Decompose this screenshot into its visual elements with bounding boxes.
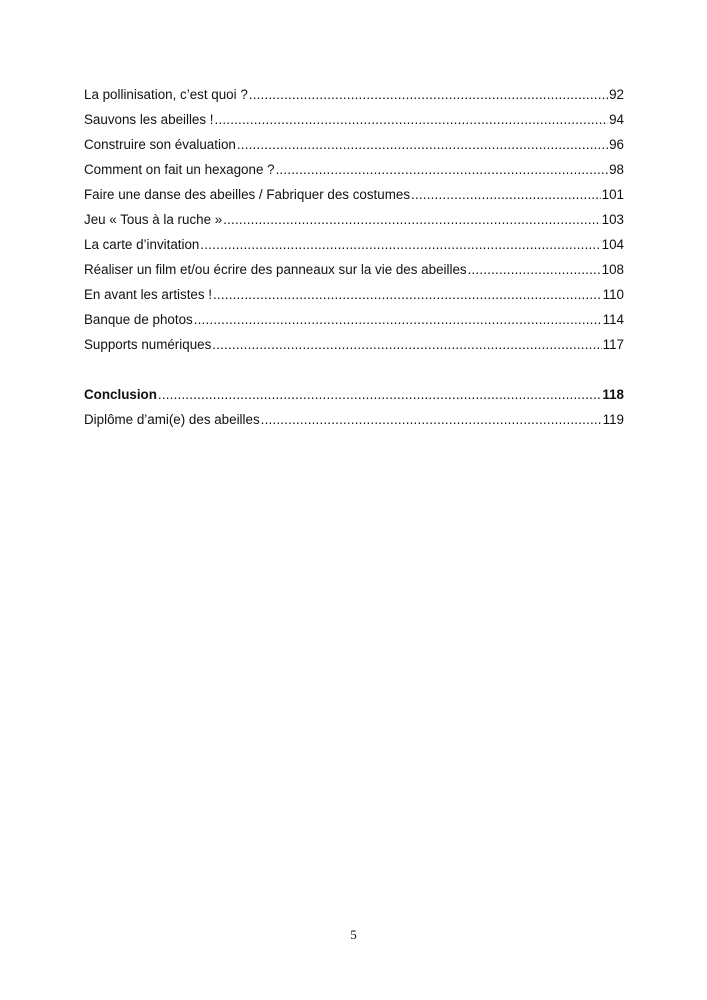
dot-leader <box>468 257 601 282</box>
dot-leader <box>213 282 602 307</box>
toc-entry[interactable] <box>84 282 624 307</box>
toc-entry-page: 92 <box>609 87 624 102</box>
toc-entry-title: La pollinisation, c’est quoi ? <box>84 87 248 102</box>
toc-entry[interactable] <box>84 207 624 232</box>
toc-entry-title: Faire une danse des abeilles / Fabriquer des costumes <box>84 187 411 202</box>
toc-entry-page: 108 <box>601 262 624 277</box>
dot-leader <box>212 332 601 357</box>
toc-entry-title: Banque de photos <box>84 312 193 327</box>
toc-entry-page: 101 <box>601 187 624 202</box>
toc-entry-page: 118 <box>602 387 624 402</box>
toc-entry[interactable] <box>84 82 624 107</box>
toc-entry-page: 96 <box>609 137 624 152</box>
toc-entry-page: 117 <box>602 337 624 352</box>
toc-entry-page: 94 <box>609 112 624 127</box>
toc-entry-title: Supports numériques <box>84 337 212 352</box>
toc-entry[interactable] <box>84 332 624 357</box>
toc-entry-title: Comment on fait un hexagone ? <box>84 162 275 177</box>
toc-entry[interactable] <box>84 307 624 332</box>
toc-entry[interactable] <box>84 182 624 207</box>
toc-entry-page: 103 <box>601 212 624 227</box>
toc-entry-page: 119 <box>602 412 624 427</box>
toc-entry-title: Jeu « Tous à la ruche » <box>84 212 223 227</box>
toc-entry-title: Sauvons les abeilles ! <box>84 112 214 127</box>
dot-leader <box>249 82 608 107</box>
dot-leader <box>237 132 608 157</box>
dot-leader <box>223 207 600 232</box>
toc-entry[interactable] <box>84 107 624 132</box>
dot-leader <box>158 382 601 407</box>
toc-entry-title: La carte d’invitation <box>84 237 200 252</box>
toc-entry-page: 104 <box>601 237 624 252</box>
dot-leader <box>215 107 609 132</box>
dot-leader <box>411 182 601 207</box>
toc-entry-page: 110 <box>602 287 624 302</box>
page-number: 5 <box>350 927 357 942</box>
toc-entry[interactable] <box>84 232 624 257</box>
toc-entry-title: Conclusion <box>84 387 157 402</box>
toc-entry[interactable] <box>84 157 624 182</box>
toc-entry[interactable] <box>84 257 624 282</box>
toc-spacer <box>84 357 624 382</box>
toc-entry-page: 98 <box>609 162 624 177</box>
toc-entry[interactable] <box>84 407 624 432</box>
dot-leader <box>261 407 602 432</box>
toc-entry[interactable] <box>84 132 624 157</box>
toc-entry-title: En avant les artistes ! <box>84 287 213 302</box>
dot-leader <box>276 157 609 182</box>
toc-entry-page: 114 <box>602 312 624 327</box>
table-of-contents <box>84 82 624 432</box>
toc-entry-title: Diplôme d’ami(e) des abeilles <box>84 412 260 427</box>
toc-entry-title: Réaliser un film et/ou écrire des panneaux sur la vie des abeilles <box>84 262 467 277</box>
dot-leader <box>200 232 600 257</box>
toc-entry-conclusion[interactable] <box>84 382 624 407</box>
toc-entry-title: Construire son évaluation <box>84 137 236 152</box>
dot-leader <box>194 307 602 332</box>
